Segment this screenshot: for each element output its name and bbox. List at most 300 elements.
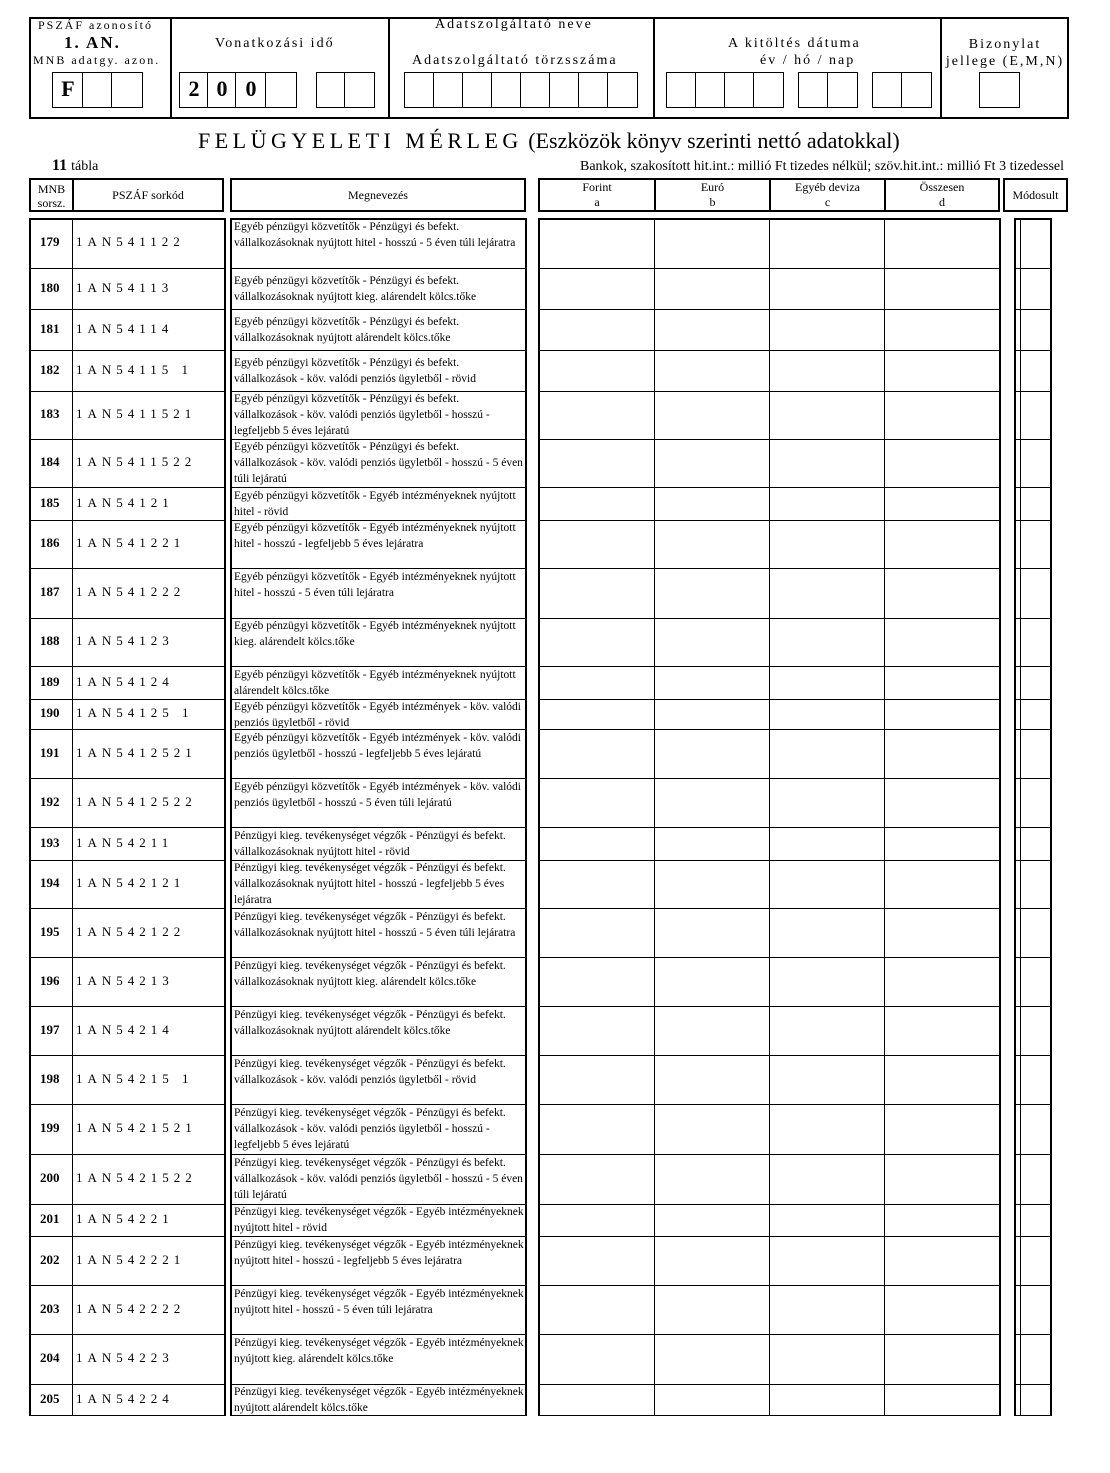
other-currency-input[interactable] (769, 1334, 884, 1384)
total-input[interactable] (884, 778, 999, 827)
euro-input[interactable] (654, 487, 769, 520)
table-row (0, 699, 1110, 729)
modified-input[interactable] (1020, 1236, 1050, 1285)
forint-input[interactable] (538, 699, 653, 729)
row-description: Egyéb pénzügyi közvetítők - Egyéb intézményeknek nyújtott hitel - hosszú - 5 éven túli lejáratra (234, 571, 516, 599)
row-mnb-number: 203 (40, 1300, 60, 1316)
row-description: Pénzügyi kieg. tevékenységet végzők - Egyéb intézményeknek nyújtott hitel - hosszú - legfeljebb 5 éves lejáratra (234, 1238, 524, 1267)
row-pszaf-code: 1AN54224 (76, 1390, 174, 1406)
doc-type-box[interactable] (979, 72, 1020, 108)
euro-input[interactable] (654, 1334, 769, 1384)
forint-input[interactable] (538, 309, 653, 350)
total-input[interactable] (884, 439, 999, 487)
pszaf-id-label: PSZÁF azonosító (38, 18, 154, 32)
other-currency-input[interactable] (769, 1055, 884, 1104)
other-currency-input[interactable] (769, 218, 884, 268)
forint-input[interactable] (538, 1334, 653, 1384)
col-other-currency: Egyéb deviza c (769, 178, 886, 212)
table-row (0, 1006, 1110, 1055)
total-input[interactable] (884, 699, 999, 729)
euro-input[interactable] (654, 1204, 769, 1236)
row-description: Pénzügyi kieg. tevékenységet végzők - Pénzügyi és befekt. vállalkozásoknak nyújtott hitel - rövid (234, 829, 506, 858)
total-input[interactable] (884, 827, 999, 860)
table-row (0, 218, 1110, 268)
other-currency-input[interactable] (769, 618, 884, 666)
forint-input[interactable] (538, 391, 653, 439)
total-input[interactable] (884, 350, 999, 391)
fill-date-box-4[interactable] (753, 72, 784, 108)
modified-input[interactable] (1020, 487, 1050, 520)
row-pszaf-code: 1AN542221 (76, 1251, 186, 1267)
row-pszaf-code: 1AN54221 (76, 1211, 174, 1226)
doc-type-label: Bizonylat jellege (E,M,N) (945, 37, 1065, 69)
total-input[interactable] (884, 391, 999, 439)
provider-reg-box-5[interactable] (520, 72, 551, 108)
row-pszaf-code: 1AN54115 1 (76, 361, 194, 377)
row-pszaf-code: 1AN54121 (76, 494, 174, 510)
euro-input[interactable] (654, 439, 769, 487)
row-mnb-number: 202 (40, 1251, 60, 1267)
other-currency-input[interactable] (769, 957, 884, 1006)
row-mnb-number: 182 (40, 361, 60, 377)
other-currency-input[interactable] (769, 1204, 884, 1236)
row-pszaf-code: 1AN541222 (76, 584, 186, 599)
other-currency-input[interactable] (769, 1154, 884, 1204)
other-currency-input[interactable] (769, 1384, 884, 1415)
row-mnb-number: 189 (40, 673, 60, 689)
mnb-id-char-1[interactable]: F (52, 72, 84, 108)
fill-date-box-6[interactable] (827, 72, 858, 108)
forint-input[interactable] (538, 827, 653, 860)
euro-input[interactable] (654, 1384, 769, 1415)
total-input[interactable] (884, 1154, 999, 1204)
row-mnb-number: 181 (40, 320, 60, 336)
other-currency-input[interactable] (769, 860, 884, 908)
modified-input[interactable] (1020, 1334, 1050, 1384)
row-mnb-number: 195 (40, 923, 60, 939)
form-code: 1. AN. (64, 33, 121, 52)
total-input[interactable] (884, 666, 999, 699)
modified-input[interactable] (1020, 1384, 1050, 1415)
table-top-border (230, 218, 526, 220)
modified-input[interactable] (1020, 1006, 1050, 1055)
fill-date-format: év / hó / nap (760, 53, 856, 68)
table-row (0, 729, 1110, 778)
forint-input[interactable] (538, 618, 653, 666)
total-input[interactable] (884, 487, 999, 520)
forint-input[interactable] (538, 1285, 653, 1334)
forint-input[interactable] (538, 1154, 653, 1204)
modified-input[interactable] (1020, 1204, 1050, 1236)
modified-input[interactable] (1020, 520, 1050, 568)
euro-input[interactable] (654, 520, 769, 568)
table-row (0, 520, 1110, 568)
table-border (230, 218, 232, 1416)
euro-input[interactable] (654, 1285, 769, 1334)
euro-input[interactable] (654, 860, 769, 908)
euro-input[interactable] (654, 350, 769, 391)
row-pszaf-code: 1AN54123 (76, 633, 174, 648)
row-mnb-number: 200 (40, 1170, 60, 1185)
row-pszaf-code: 1AN542122 (76, 923, 186, 939)
other-currency-input[interactable] (769, 520, 884, 568)
row-pszaf-code: 1AN5421522 (76, 1170, 197, 1185)
modified-input[interactable] (1020, 309, 1050, 350)
row-description: Pénzügyi kieg. tevékenységet végzők - Pénzügyi és befekt. vállalkozásoknak nyújtott alárendelt kölcs.tőke (234, 1008, 506, 1037)
total-input[interactable] (884, 618, 999, 666)
other-currency-input[interactable] (769, 699, 884, 729)
row-description: Pénzügyi kieg. tevékenységet végzők - Pénzügyi és befekt. vállalkozásoknak nyújtott hitel - hosszú - 5 éven túli lejáratra (234, 910, 516, 939)
other-currency-input[interactable] (769, 729, 884, 778)
modified-input[interactable] (1020, 778, 1050, 827)
mnb-id-char-2[interactable] (82, 72, 113, 108)
period-label: Vonatkozási idő (215, 36, 335, 51)
provider-reg-box-1[interactable] (404, 72, 435, 108)
row-description: Egyéb pénzügyi közvetítők - Egyéb intézmények - köv. valódi penziós ügyletből - hosszú - 5 éven túli lejáratú (234, 780, 521, 809)
row-description: Pénzügyi kieg. tevékenységet végzők - Pénzügyi és befekt. vállalkozások - köv. valódi penziós ügyletből - rövid (234, 1057, 506, 1086)
period-char-2[interactable]: 0 (207, 72, 237, 108)
row-pszaf-code: 1AN541221 (76, 535, 186, 550)
fill-date-box-2[interactable] (695, 72, 726, 108)
row-description: Pénzügyi kieg. tevékenységet végzők - Pénzügyi és befekt. vállalkozások - köv. valódi penziós ügyletből - hosszú - 5 éven túli lejáratú (234, 1157, 523, 1201)
other-currency-input[interactable] (769, 778, 884, 827)
row-description: Egyéb pénzügyi közvetítők - Pénzügyi és befekt. vállalkozásoknak nyújtott hitel - hosszú - 5 éven túli lejáratra (234, 221, 516, 249)
total-input[interactable] (884, 1104, 999, 1154)
period-char-3[interactable]: 0 (235, 72, 267, 108)
forint-input[interactable] (538, 1204, 653, 1236)
euro-input[interactable] (654, 309, 769, 350)
total-input[interactable] (884, 309, 999, 350)
modified-input[interactable] (1020, 1104, 1050, 1154)
row-mnb-number: 186 (40, 535, 60, 550)
col-mnb: MNB sorsz. (29, 178, 74, 212)
period-char-1[interactable]: 2 (179, 72, 209, 108)
table-row (0, 827, 1110, 860)
total-input[interactable] (884, 568, 999, 618)
table-row (0, 860, 1110, 908)
provider-reg-box-3[interactable] (462, 72, 493, 108)
row-mnb-number: 205 (40, 1390, 60, 1406)
row-pszaf-code: 1AN54214 (76, 1021, 174, 1037)
forint-input[interactable] (538, 957, 653, 1006)
col-modified: Módosult (1003, 178, 1068, 212)
other-currency-input[interactable] (769, 439, 884, 487)
row-pszaf-code: 1AN542222 (76, 1300, 186, 1316)
row-description: Egyéb pénzügyi közvetítők - Egyéb intézmények - köv. valódi penziós ügyletből - hosszú - legfeljebb 5 éves lejáratú (234, 731, 521, 760)
forint-input[interactable] (538, 218, 653, 268)
euro-input[interactable] (654, 618, 769, 666)
column-divider (769, 218, 770, 1416)
table-border (999, 218, 1001, 1416)
row-mnb-number: 194 (40, 875, 60, 890)
row-pszaf-code: 1AN5412521 (76, 744, 197, 760)
forint-input[interactable] (538, 487, 653, 520)
forint-input[interactable] (538, 520, 653, 568)
fill-date-box-5[interactable] (798, 72, 829, 108)
forint-input[interactable] (538, 729, 653, 778)
mnb-id-label: MNB adatgy. azon. (33, 53, 161, 67)
col-total: Összesen d (884, 178, 1000, 212)
table-row (0, 908, 1110, 957)
row-pszaf-code: 1AN54215 1 (76, 1070, 194, 1086)
row-mnb-number: 190 (40, 705, 60, 720)
table-row (0, 391, 1110, 439)
table-row (0, 1384, 1110, 1415)
table-border (1014, 218, 1016, 1416)
forint-input[interactable] (538, 568, 653, 618)
table-row (0, 268, 1110, 309)
row-mnb-number: 193 (40, 834, 60, 850)
forint-input[interactable] (538, 268, 653, 309)
table-row (0, 957, 1110, 1006)
forint-input[interactable] (538, 1236, 653, 1285)
row-description: Egyéb pénzügyi közvetítők - Pénzügyi és befekt. vállalkozásoknak nyújtott kieg. alárendelt kölcs.tőke (234, 274, 477, 303)
total-input[interactable] (884, 860, 999, 908)
total-input[interactable] (884, 1055, 999, 1104)
total-input[interactable] (884, 1334, 999, 1384)
table-row (0, 439, 1110, 487)
period-char-4[interactable] (265, 72, 297, 108)
table-top-border (1014, 218, 1052, 220)
total-input[interactable] (884, 268, 999, 309)
row-description: Egyéb pénzügyi közvetítők - Egyéb intézményeknek nyújtott alárendelt kölcs.tőke (234, 668, 516, 697)
col-code: PSZÁF sorkód (72, 178, 224, 212)
table-row (0, 1154, 1110, 1204)
provider-reg-box-7[interactable] (578, 72, 609, 108)
row-mnb-number: 201 (40, 1211, 60, 1226)
mnb-id-char-3[interactable] (111, 72, 143, 108)
table-row (0, 487, 1110, 520)
row-pszaf-code: 1AN5411522 (76, 454, 197, 469)
row-description: Egyéb pénzügyi közvetítők - Egyéb intézmények - köv. valódi penziós ügyletből - rövid (234, 701, 521, 728)
col-forint: Forint a (538, 178, 656, 212)
fill-date-label: A kitöltés dátuma (728, 36, 861, 51)
row-divider (230, 1415, 526, 1416)
row-mnb-number: 187 (40, 584, 60, 599)
row-description: Egyéb pénzügyi közvetítők - Egyéb intézményeknek nyújtott kieg. alárendelt kölcs.tőke (234, 620, 516, 648)
euro-input[interactable] (654, 1055, 769, 1104)
forint-input[interactable] (538, 1006, 653, 1055)
table-border (1050, 218, 1052, 1416)
table-row (0, 618, 1110, 666)
forint-input[interactable] (538, 350, 653, 391)
row-divider (29, 1415, 226, 1416)
row-pszaf-code: 1AN541122 (76, 234, 185, 249)
forint-input[interactable] (538, 666, 653, 699)
fill-date-box-1[interactable] (666, 72, 697, 108)
row-description: Egyéb pénzügyi közvetítők - Egyéb intézményeknek nyújtott hitel - hosszú - legfeljebb 5 éves lejáratra (234, 522, 516, 550)
total-input[interactable] (884, 1285, 999, 1334)
modified-input[interactable] (1020, 827, 1050, 860)
euro-input[interactable] (654, 218, 769, 268)
table-row (0, 778, 1110, 827)
total-input[interactable] (884, 957, 999, 1006)
euro-input[interactable] (654, 1154, 769, 1204)
total-input[interactable] (884, 729, 999, 778)
row-pszaf-code: 1AN54213 (76, 972, 174, 988)
euro-input[interactable] (654, 827, 769, 860)
forint-input[interactable] (538, 1055, 653, 1104)
euro-input[interactable] (654, 908, 769, 957)
total-input[interactable] (884, 1204, 999, 1236)
modified-input[interactable] (1020, 1055, 1050, 1104)
period-char-6[interactable] (344, 72, 375, 108)
row-pszaf-code: 1AN54124 (76, 673, 174, 689)
row-pszaf-code: 1AN54113 (76, 279, 174, 295)
modified-input[interactable] (1020, 957, 1050, 1006)
row-pszaf-code: 1AN5421521 (76, 1120, 197, 1135)
provider-reg-box-6[interactable] (549, 72, 580, 108)
modified-input[interactable] (1020, 729, 1050, 778)
table-row (0, 1204, 1110, 1236)
other-currency-input[interactable] (769, 568, 884, 618)
table-number: 11 tábla (52, 157, 99, 174)
total-input[interactable] (884, 520, 999, 568)
row-description: Pénzügyi kieg. tevékenységet végzők - Egyéb intézményeknek nyújtott hitel - hosszú - 5 éven túli lejáratra (234, 1287, 524, 1316)
fill-date-box-8[interactable] (901, 72, 932, 108)
table-border (525, 218, 527, 1416)
row-description: Pénzügyi kieg. tevékenységet végzők - Egyéb intézményeknek nyújtott kieg. alárendelt kölcs.tőke (234, 1337, 524, 1365)
row-description: Egyéb pénzügyi közvetítők - Pénzügyi és befekt. vállalkozások - köv. valódi penziós ügyletből - hosszú - legfeljebb 5 éves lejáratú (234, 393, 490, 437)
column-divider (72, 218, 73, 1416)
fill-date-box-3[interactable] (724, 72, 755, 108)
euro-input[interactable] (654, 699, 769, 729)
row-mnb-number: 196 (40, 972, 60, 988)
forint-input[interactable] (538, 1384, 653, 1415)
total-input[interactable] (884, 1006, 999, 1055)
euro-input[interactable] (654, 957, 769, 1006)
modified-input[interactable] (1020, 908, 1050, 957)
table-row (0, 309, 1110, 350)
total-input[interactable] (884, 218, 999, 268)
euro-input[interactable] (654, 391, 769, 439)
provider-name-label: Adatszolgáltató neve (435, 17, 593, 32)
modified-input[interactable] (1020, 350, 1050, 391)
modified-input[interactable] (1020, 666, 1050, 699)
forint-input[interactable] (538, 439, 653, 487)
modified-input[interactable] (1020, 268, 1050, 309)
forint-input[interactable] (538, 860, 653, 908)
other-currency-input[interactable] (769, 908, 884, 957)
period-char-5[interactable] (316, 72, 346, 108)
total-input[interactable] (884, 908, 999, 957)
row-mnb-number: 191 (40, 744, 60, 760)
total-input[interactable] (884, 1236, 999, 1285)
provider-reg-label: Adatszolgáltató törzsszáma (412, 53, 618, 68)
other-currency-input[interactable] (769, 268, 884, 309)
modified-input[interactable] (1020, 218, 1050, 268)
total-input[interactable] (884, 1384, 999, 1415)
row-pszaf-code: 1AN542121 (76, 875, 186, 890)
modified-input[interactable] (1020, 699, 1050, 729)
modified-input[interactable] (1020, 860, 1050, 908)
table-row (0, 1104, 1110, 1154)
euro-input[interactable] (654, 1104, 769, 1154)
column-divider (1020, 218, 1021, 1416)
provider-reg-box-2[interactable] (433, 72, 464, 108)
row-mnb-number: 199 (40, 1120, 60, 1135)
forint-input[interactable] (538, 1104, 653, 1154)
table-row (0, 568, 1110, 618)
euro-input[interactable] (654, 729, 769, 778)
row-description: Egyéb pénzügyi közvetítők - Pénzügyi és befekt. vállalkozásoknak nyújtott alárendelt kölcs.tőke (234, 315, 460, 344)
modified-input[interactable] (1020, 391, 1050, 439)
row-mnb-number: 183 (40, 406, 60, 421)
forint-input[interactable] (538, 908, 653, 957)
other-currency-input[interactable] (769, 1236, 884, 1285)
euro-input[interactable] (654, 1006, 769, 1055)
euro-input[interactable] (654, 1236, 769, 1285)
table-row (0, 666, 1110, 699)
table-border (538, 218, 540, 1416)
modified-input[interactable] (1020, 439, 1050, 487)
row-mnb-number: 198 (40, 1070, 60, 1086)
row-pszaf-code: 1AN5412522 (76, 793, 197, 809)
row-description: Pénzügyi kieg. tevékenységet végzők - Egyéb intézményeknek nyújtott alárendelt kölcs.tőke (234, 1386, 524, 1414)
units-note: Bankok, szakosított hit.int.: millió Ft tizedes nélkül; szöv.hit.int.: millió Ft 3 tizedessel (579, 159, 1064, 174)
column-divider (654, 218, 655, 1416)
table-row (0, 1285, 1110, 1334)
other-currency-input[interactable] (769, 666, 884, 699)
row-description: Pénzügyi kieg. tevékenységet végzők - Pénzügyi és befekt. vállalkozások - köv. valódi penziós ügyletből - hosszú - legfeljebb 5 éves lejáratú (234, 1107, 506, 1151)
euro-input[interactable] (654, 778, 769, 827)
row-mnb-number: 184 (40, 454, 60, 469)
other-currency-input[interactable] (769, 1006, 884, 1055)
row-pszaf-code: 1AN54211 (76, 834, 174, 850)
euro-input[interactable] (654, 666, 769, 699)
title-rest: (Eszközök könyv szerinti nettó adatokkal) (528, 128, 900, 153)
row-pszaf-code: 1AN5411521 (76, 406, 197, 421)
row-pszaf-code: 1AN54223 (76, 1350, 174, 1365)
row-description: Pénzügyi kieg. tevékenységet végzők - Pénzügyi és befekt. vállalkozásoknak nyújtott hitel - hosszú - legfeljebb 5 éves lejáratra (234, 862, 506, 906)
modified-input[interactable] (1020, 618, 1050, 666)
fill-date-box-7[interactable] (872, 72, 903, 108)
euro-input[interactable] (654, 268, 769, 309)
row-description: Pénzügyi kieg. tevékenységet végzők - Egyéb intézményeknek nyújtott hitel - rövid (234, 1206, 524, 1234)
forint-input[interactable] (538, 778, 653, 827)
column-divider (884, 218, 885, 1416)
row-pszaf-code: 1AN54114 (76, 320, 174, 336)
provider-reg-box-8[interactable] (607, 72, 638, 108)
other-currency-input[interactable] (769, 309, 884, 350)
table-row (0, 350, 1110, 391)
table-border (29, 218, 31, 1416)
row-mnb-number: 204 (40, 1350, 60, 1365)
row-description: Egyéb pénzügyi közvetítők - Pénzügyi és befekt. vállalkozások - köv. valódi penziós ügyletből - hosszú - 5 éven túli lejáratú (234, 441, 523, 485)
col-name: Megnevezés (230, 178, 526, 212)
other-currency-input[interactable] (769, 1285, 884, 1334)
row-description: Pénzügyi kieg. tevékenységet végzők - Pénzügyi és befekt. vállalkozásoknak nyújtott kieg. alárendelt kölcs.tőke (234, 959, 506, 988)
row-mnb-number: 188 (40, 633, 60, 648)
other-currency-input[interactable] (769, 350, 884, 391)
modified-input[interactable] (1020, 1285, 1050, 1334)
euro-input[interactable] (654, 568, 769, 618)
row-mnb-number: 192 (40, 793, 60, 809)
other-currency-input[interactable] (769, 487, 884, 520)
provider-reg-box-4[interactable] (491, 72, 522, 108)
page-title (198, 128, 900, 154)
table-top-border (538, 218, 1001, 220)
other-currency-input[interactable] (769, 391, 884, 439)
modified-input[interactable] (1020, 568, 1050, 618)
row-mnb-number: 185 (40, 494, 60, 510)
other-currency-input[interactable] (769, 1104, 884, 1154)
title-spaced: FELÜGYELETI MÉRLEG (198, 128, 523, 153)
modified-input[interactable] (1020, 1154, 1050, 1204)
other-currency-input[interactable] (769, 827, 884, 860)
col-euro: Euró b (654, 178, 771, 212)
row-mnb-number: 197 (40, 1021, 60, 1037)
